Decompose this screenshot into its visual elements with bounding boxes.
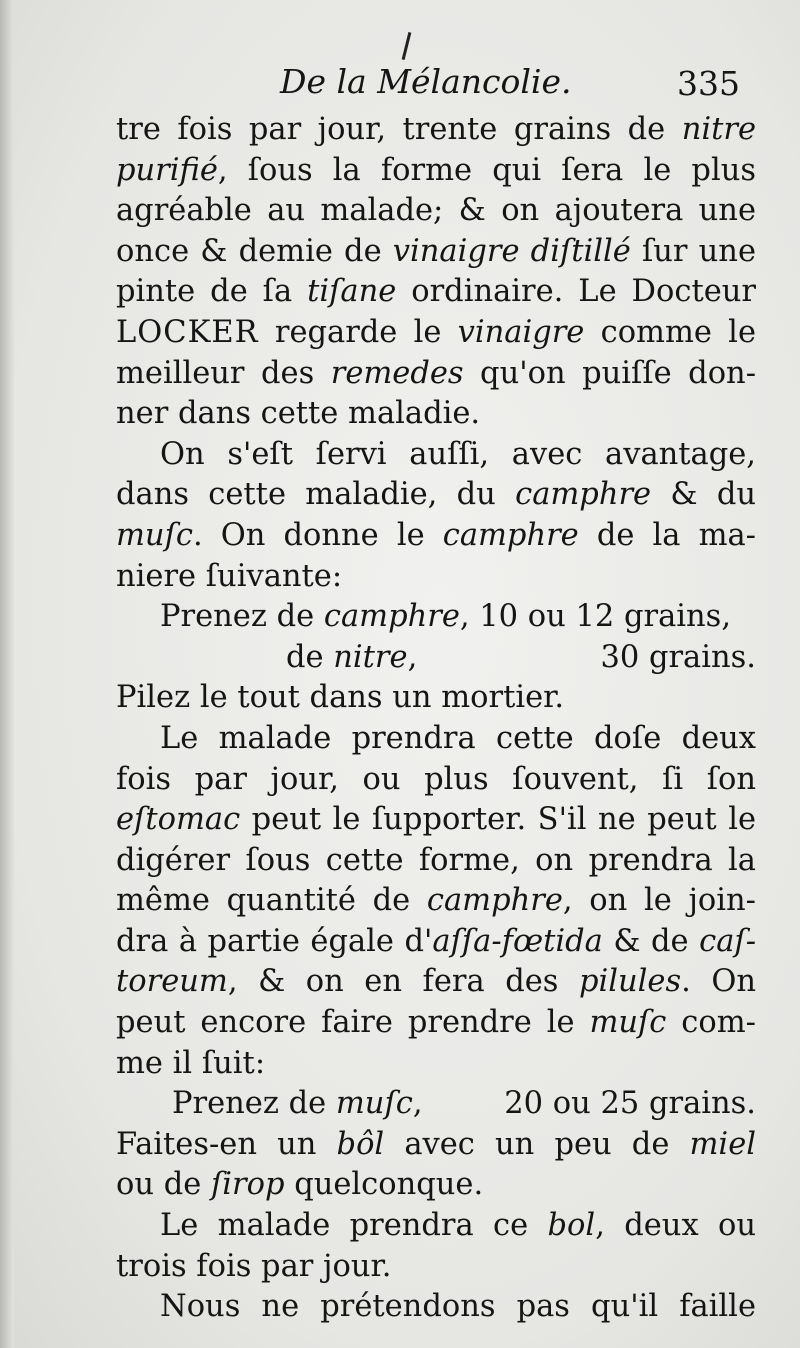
text-line: Le malade prendra ce bol, deux ou [160, 1208, 756, 1244]
text-line: muſc. On donne le camphre de la ma- [116, 517, 756, 553]
text-line: LOCKER regarde le vinaigre comme le [116, 314, 756, 350]
text-line: pinte de ſa tiſane ordinaire. Le Docteur [116, 274, 756, 310]
text-line: On s'eſt ſervi auſſi, avec avantage, [160, 436, 756, 472]
text-line: me il ſuit: [116, 1045, 266, 1081]
text-line: meilleur des remedes qu'on puiſſe don- [116, 355, 756, 391]
text-line: Faites-en un bôl avec un peu de miel [116, 1126, 756, 1162]
formula-line: Prenez de muſc, 20 ou 25 grains. [172, 1086, 756, 1122]
formula-line: Prenez de camphre, 10 ou 12 grains, [160, 599, 732, 635]
text-line: eſtomac peut le ſupporter. S'il ne peut le [116, 802, 756, 838]
text-line: niere ſuivante: [116, 558, 343, 594]
text-line: dra à partie égale d'aſſa-fœtida & de caſ- [116, 923, 757, 959]
formula-line: de nitre, 30 grains. [286, 639, 756, 675]
running-title: De la Mélancolie. [280, 62, 572, 101]
text-line: même quantité de camphre, on le join- [116, 883, 756, 919]
text-line: purifié, ſous la forme qui ſera le plus [116, 152, 756, 188]
text-line: fois par jour, ou plus ſouvent, ſi ſon [116, 761, 756, 797]
text-line: ou de ſirop quelconque. [116, 1167, 484, 1203]
text-line: ner dans cette maladie. [116, 396, 481, 432]
text-line: Pilez le tout dans un mortier. [116, 680, 565, 716]
page-edge [0, 0, 14, 1348]
page-number: 335 [677, 64, 740, 103]
page-header [120, 62, 740, 110]
text-line: peut encore faire prendre le muſc com- [116, 1005, 756, 1041]
body-text [116, 110, 756, 1328]
text-line: trois fois par jour. [116, 1248, 392, 1284]
text-line: Nous ne prétendons pas qu'il faille [160, 1289, 756, 1325]
text-line: toreum, & on en fera des pilules. On [116, 964, 756, 1000]
text-line: agréable au malade; & on ajoutera une [116, 193, 756, 229]
text-line: dans cette maladie, du camphre & du [116, 477, 756, 513]
text-line: tre fois par jour, trente grains de nitre [116, 112, 756, 147]
text-line: once & demie de vinaigre diſtillé ſur une [116, 233, 756, 269]
ink-mark [402, 32, 412, 60]
text-line: digérer ſous cette forme, on prendra la [116, 842, 756, 878]
text-line: Le malade prendra cette doſe deux [160, 720, 756, 756]
